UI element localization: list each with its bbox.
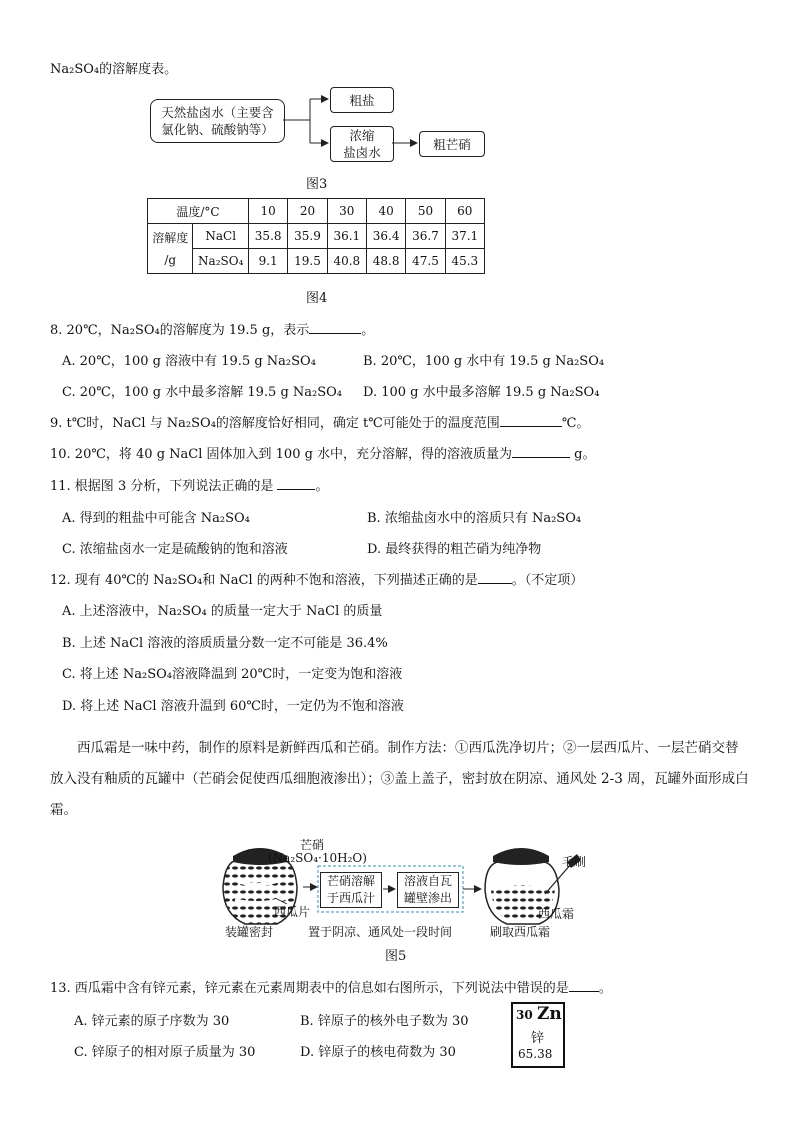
question-8 (50, 319, 374, 338)
table-cell: 9.1 (249, 249, 288, 274)
q9-blank[interactable] (500, 414, 562, 427)
question-13 (50, 977, 612, 996)
q8-option-d[interactable]: D. 100 g 水中最多溶解 19.5 g Na₂SO₄ (363, 385, 600, 400)
table-cell: 19.5 (288, 249, 327, 274)
coarse-salt-box: 粗盐 (330, 87, 394, 113)
fig3-arrows (0, 0, 794, 200)
question-11 (50, 475, 329, 494)
temp-header: 温度/°C (148, 199, 249, 224)
q11-stem: 11. 根据图 3 分析，下列说法正确的是 (50, 479, 278, 494)
zinc-symbol: Zn (537, 1004, 562, 1024)
q11-option-b[interactable]: B. 浓缩盐卤水中的溶质只有 Na₂SO₄ (367, 511, 582, 526)
q13-stem: 13. 西瓜霜中含有锌元素，锌元素在元素周期表中的信息如右图所示，下列说法中错误的是 (50, 981, 569, 996)
zinc-atomic-number: 30 (516, 1008, 533, 1022)
source-box: 天然盐卤水（主要含 氯化钠、硫酸钠等） (150, 99, 285, 143)
q9-end: ℃。 (561, 416, 590, 431)
solubility-table (147, 198, 485, 274)
q13-end: 。 (598, 981, 612, 996)
passage-text: 西瓜霜是一味中药，制作的原料是新鲜西瓜和芒硝。制作方法：①西瓜洗净切片；②一层西瓜片、一层芒硝交替放入没有釉质的瓦罐中（芒硝会促使西瓜细胞液渗出）；③盖上盖子，密封放在阴凉、通风处 2-3 周，瓦罐外面形成白霜。 (50, 740, 749, 818)
zinc-mass: 65.38 (518, 1047, 553, 1061)
table-cell: 40.8 (327, 249, 366, 274)
solubility-label: 溶解度 /g (148, 224, 193, 274)
q8-option-c[interactable]: C. 20℃，100 g 水中最多溶解 19.5 g Na₂SO₄ (62, 385, 343, 400)
question-9 (50, 412, 589, 431)
frost-label: 西瓜霜 (538, 907, 575, 921)
q12-blank[interactable] (478, 571, 512, 584)
step-seep-box: 溶液自瓦 罐壁渗出 (397, 872, 459, 908)
q8-blank[interactable] (309, 321, 361, 334)
table-cell: 37.1 (445, 224, 484, 249)
question-12 (50, 569, 583, 588)
table-cell: 35.8 (249, 224, 288, 249)
q13-option-a[interactable]: A. 锌元素的原子序数为 30 (74, 1014, 230, 1029)
table-cell: 35.9 (288, 224, 327, 249)
step-dissolve-box: 芒硝溶解 于西瓜汁 (320, 872, 382, 908)
zinc-element-card (511, 1002, 565, 1068)
q9-stem: 9. t℃时，NaCl 与 Na₂SO₄的溶解度恰好相同，确定 t℃可能处于的温度范围 (50, 416, 500, 431)
table-cell: 45.3 (445, 249, 484, 274)
q8-end: 。 (361, 323, 375, 338)
table-cell: 36.7 (406, 224, 445, 249)
q8-stem: 8. 20℃，Na₂SO₄的溶解度为 19.5 g，表示 (50, 323, 310, 338)
brush-label: 毛刷 (562, 855, 587, 869)
brine-box: 浓缩 盐卤水 (330, 126, 394, 162)
row-name-nacl: NaCl (193, 224, 249, 249)
temp-cell: 30 (327, 199, 366, 224)
table-cell: 36.4 (366, 224, 405, 249)
q11-blank[interactable] (277, 477, 315, 490)
temp-cell: 50 (406, 199, 445, 224)
q8-option-a[interactable]: A. 20℃，100 g 溶液中有 19.5 g Na₂SO₄ (62, 354, 316, 369)
q11-option-a[interactable]: A. 得到的粗盐中可能含 Na₂SO₄ (62, 511, 250, 526)
q11-end: 。 (315, 479, 329, 494)
q10-blank[interactable] (512, 445, 570, 458)
step-label-place: 置于阴凉、通风处一段时间 (308, 925, 453, 939)
step-label-seal: 装罐密封 (225, 925, 274, 939)
crude-mirabilite-box: 粗芒硝 (419, 131, 485, 157)
q12-option-b[interactable]: B. 上述 NaCl 溶液的溶质质量分数一定不可能是 36.4% (62, 636, 388, 651)
q13-option-c[interactable]: C. 锌原子的相对原子质量为 30 (74, 1045, 256, 1060)
q12-stem: 12. 现有 40℃的 Na₂SO₄和 NaCl 的两种不饱和溶液，下列描述正确的是 (50, 573, 478, 588)
q12-option-c[interactable]: C. 将上述 Na₂SO₄溶液降温到 20℃时，一定变为饱和溶液 (62, 667, 403, 682)
step-label-brush: 刷取西瓜霜 (490, 925, 551, 939)
slice-label: 西瓜片 (274, 905, 311, 919)
q12-end: 。（不定项） (511, 573, 584, 588)
q13-option-b[interactable]: B. 锌原子的核外电子数为 30 (300, 1014, 469, 1029)
q10-stem: 10. 20℃，将 40 g NaCl 固体加入到 100 g 水中，充分溶解，得的溶液质量为 (50, 447, 513, 462)
table-cell: 36.1 (327, 224, 366, 249)
question-10 (50, 443, 596, 462)
fig4-caption: 图4 (306, 291, 328, 306)
zinc-name: 锌 (531, 1031, 545, 1046)
q11-option-c[interactable]: C. 浓缩盐卤水一定是硫酸钠的饱和溶液 (62, 542, 288, 557)
q13-blank[interactable] (569, 979, 599, 992)
temp-cell: 10 (249, 199, 288, 224)
q11-option-d[interactable]: D. 最终获得的粗芒硝为纯净物 (367, 542, 542, 557)
fig3-caption: 图3 (306, 177, 328, 192)
q10-end: g。 (570, 447, 596, 462)
row-name-na2so4: Na₂SO₄ (193, 249, 249, 274)
mirabilite-label: 芒硝 (300, 838, 325, 852)
temp-cell: 40 (366, 199, 405, 224)
temp-cell: 60 (445, 199, 484, 224)
intro-text: Na₂SO₄的溶解度表。 (50, 62, 178, 77)
q13-option-d[interactable]: D. 锌原子的核电荷数为 30 (300, 1045, 456, 1060)
fig5-caption: 图5 (385, 949, 407, 964)
formula-label: (Na₂SO₄·10H₂O) (268, 851, 367, 865)
q12-option-a[interactable]: A. 上述溶液中，Na₂SO₄ 的质量一定大于 NaCl 的质量 (62, 604, 383, 619)
q12-option-d[interactable]: D. 将上述 NaCl 溶液升温到 60℃时，一定仍为不饱和溶液 (62, 699, 404, 714)
table-cell: 48.8 (366, 249, 405, 274)
table-cell: 47.5 (406, 249, 445, 274)
temp-cell: 20 (288, 199, 327, 224)
q8-option-b[interactable]: B. 20℃，100 g 水中有 19.5 g Na₂SO₄ (363, 354, 605, 369)
